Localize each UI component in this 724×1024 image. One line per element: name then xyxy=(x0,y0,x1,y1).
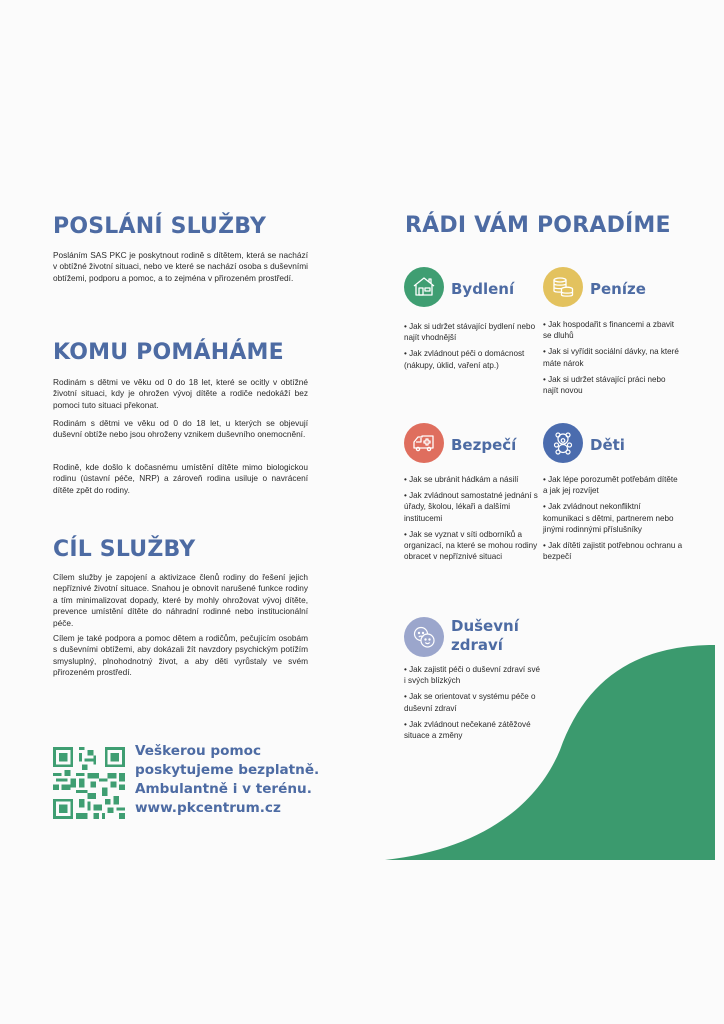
list-item: • Jak si vyřídit sociální dávky, na které máte nárok xyxy=(543,346,683,368)
target-group-paragraph: Rodinám s dětmi ve věku od 0 do 18 let, u kterých se objevují duševní obtíže nebo jsou ohroženy vznikem duševního onemocnění. xyxy=(53,418,308,440)
category-title: Děti xyxy=(590,436,625,454)
goal-paragraph: Cílem je také podpora a pomoc dětem a rodičům, pečujícím osobám s duševními obtížemi, aby dokázali žít navzdory psychickým potížím smysluplný, plnohodnotný život, a aby děti vyrůstaly ve svém přirozeném prostředí. xyxy=(53,633,308,678)
list-item: • Jak lépe porozumět potřebám dítěte a jak jej rozvíjet xyxy=(543,474,683,496)
mission-heading: POSLÁNÍ SLUŽBY xyxy=(53,214,267,239)
coins-icon xyxy=(543,267,583,307)
list-item: • Jak zvládnout péči o domácnost (nákupy, úklid, vaření atp.) xyxy=(404,348,544,370)
footer-line: poskytujeme bezplatně. xyxy=(135,762,320,778)
mission-text: Posláním SAS PKC je poskytnout rodině s dítětem, která se nachází v obtížné životní situaci, nebo ve které se nachází osoba s duševními obtížemi, podporu a pomoc, a to zejména v přirozeném prostředí. xyxy=(53,250,308,283)
category-list xyxy=(543,319,683,401)
website-link[interactable]: www.pkcentrum.cz xyxy=(135,800,281,816)
target-group-heading: KOMU POMÁHÁME xyxy=(53,340,284,365)
category-list xyxy=(543,474,683,567)
goal-paragraph: Cílem služby je zapojení a aktivizace členů rodiny do řešení jejich nepříznivé životní situace. Snahou je obnovit narušené funkce rodiny a tím minimalizovat dopady, které by mohly ohrožovat vývoj dítěte, prevence umístění dítěte do náhradní rodinné nebo institucionální péče. xyxy=(53,572,308,628)
category-title: zdraví xyxy=(451,636,503,654)
qr-code-icon[interactable] xyxy=(53,747,125,819)
category-title: Bezpečí xyxy=(451,436,517,454)
target-group-paragraph: Rodině, kde došlo k dočasnému umístění dítěte mimo biologickou rodinu (ústavní péče, NRP) a zároveň rodina usiluje o navrácení dítěte zpět do rodiny. xyxy=(53,462,308,495)
list-item: • Jak zvládnout nekonfliktní komunikaci s dětmi, partnerem nebo jinými rodinnými příslušníky xyxy=(543,501,683,535)
goal-heading: CÍL SLUŽBY xyxy=(53,537,196,562)
category-title: Peníze xyxy=(590,280,646,298)
list-item: • Jak hospodařit s financemi a zbavit se dluhů xyxy=(543,319,683,341)
house-icon xyxy=(404,267,444,307)
teddy-bear-icon xyxy=(543,423,583,463)
ambulance-icon xyxy=(404,423,444,463)
category-title: Duševní xyxy=(451,617,519,635)
list-item: • Jak se orientovat v systému péče o duševní zdraví xyxy=(404,691,544,713)
category-title: Bydlení xyxy=(451,280,515,298)
list-item: • Jak dítěti zajistit potřebnou ochranu a bezpečí xyxy=(543,540,683,562)
list-item: • Jak zvládnout nečekané zátěžové situace a změny xyxy=(404,719,544,741)
target-group-paragraph: Rodinám s dětmi ve věku od 0 do 18 let, které se ocitly v obtížné životní situaci, kdy je ohrožen vývoj dítěte a rodiče nedokáží bez pomoci tuto situaci překonat. xyxy=(53,377,308,410)
list-item: • Jak zajistit péči o duševní zdraví své i svých blízkých xyxy=(404,664,544,686)
decorative-wave xyxy=(385,640,715,865)
list-item: • Jak si udržet stávající bydlení nebo najít vhodnější xyxy=(404,321,544,343)
footer-line: Ambulantně i v terénu. xyxy=(135,781,312,797)
footer-note xyxy=(135,742,319,818)
advice-heading: RÁDI VÁM PORADÍME xyxy=(405,213,671,238)
list-item: • Jak zvládnout samostatné jednání s úřady, školou, lékaři a dalšími institucemi xyxy=(404,490,544,524)
category-list xyxy=(404,474,544,567)
category-list xyxy=(404,321,544,376)
list-item: • Jak se ubránit hádkám a násilí xyxy=(404,474,544,485)
footer-line: Veškerou pomoc xyxy=(135,743,262,759)
list-item: • Jak si udržet stávající práci nebo najít novou xyxy=(543,374,683,396)
list-item: • Jak se vyznat v síti odborníků a organizací, na které se mohou rodiny obracet v nepříznivé situaci xyxy=(404,529,544,563)
